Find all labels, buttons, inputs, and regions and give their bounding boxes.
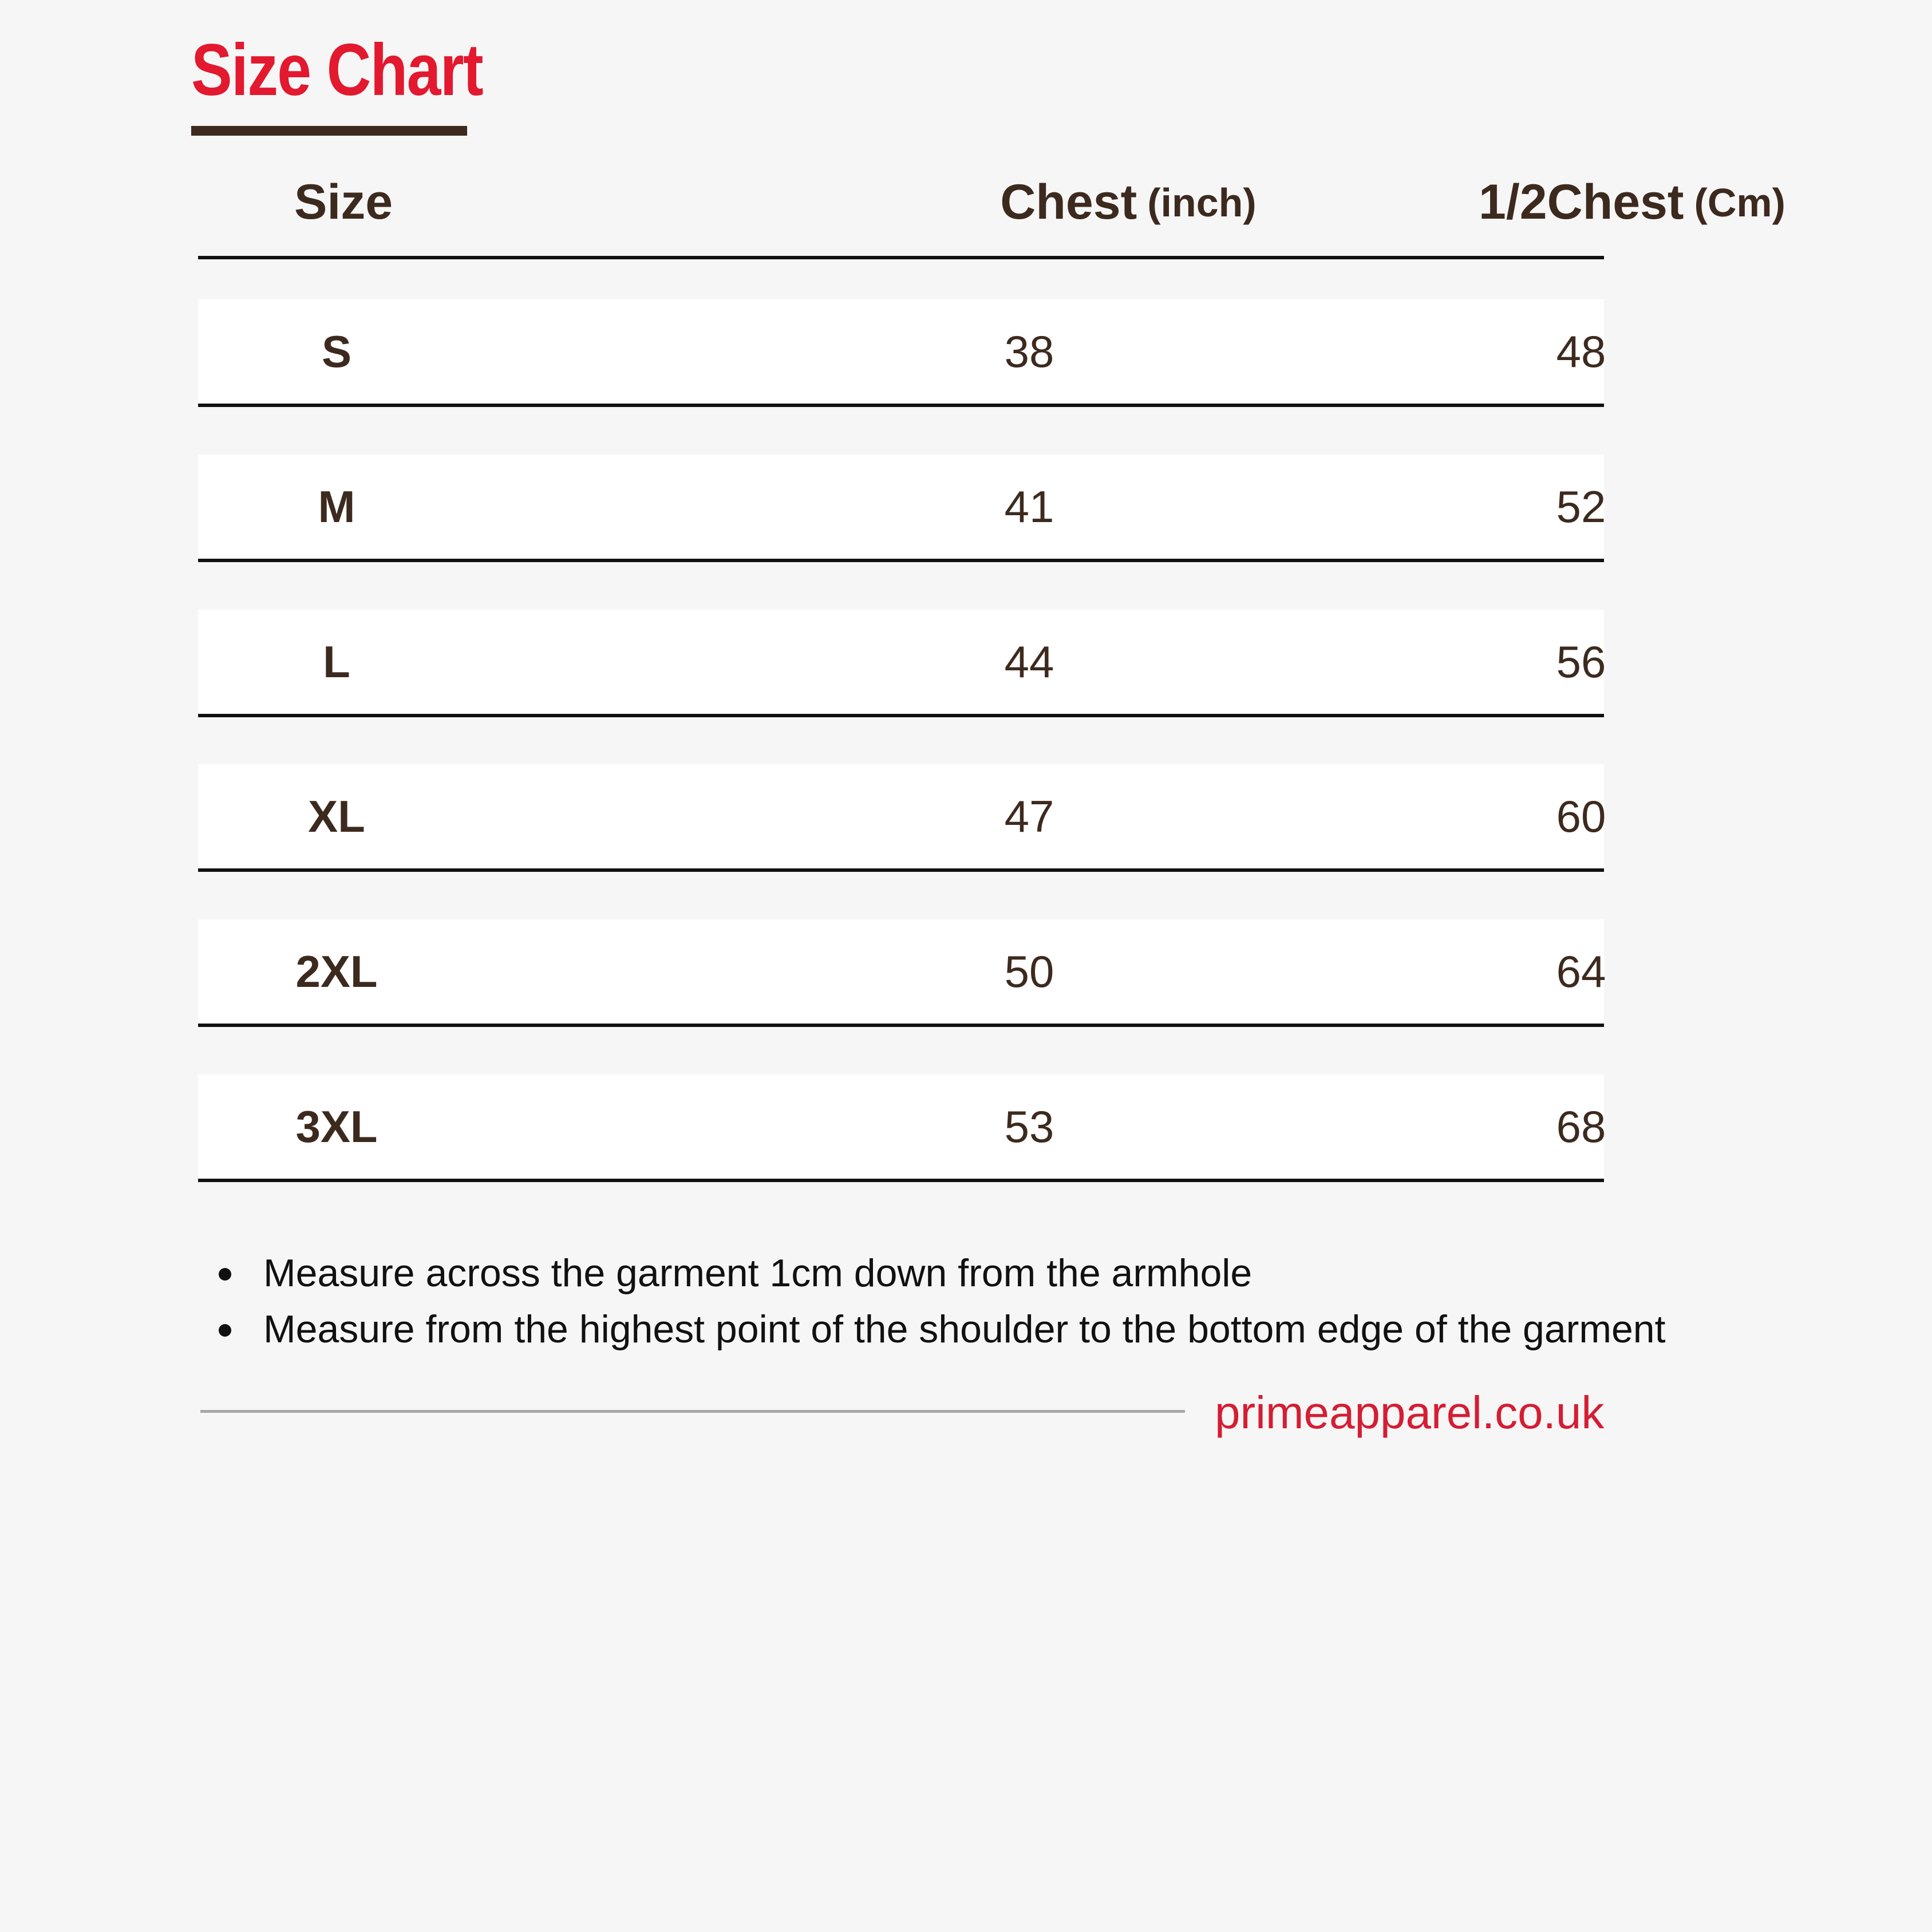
- chest-cell: 53: [1004, 1101, 1054, 1152]
- chest-cell: 50: [1004, 946, 1054, 997]
- header-chest-unit: (inch): [1147, 180, 1257, 225]
- table-row: [198, 610, 1604, 717]
- note-item: [212, 1301, 1666, 1357]
- table-row: [198, 919, 1604, 1027]
- bullet-icon: [219, 1324, 231, 1337]
- header-chest-label: Chest: [1000, 175, 1137, 230]
- half-chest-cell: 48: [1556, 326, 1606, 377]
- size-cell: L: [323, 636, 350, 687]
- header-half-chest-label: 1/2Chest: [1479, 175, 1684, 230]
- half-chest-cell: 56: [1556, 636, 1606, 687]
- half-chest-cell: 64: [1556, 946, 1606, 997]
- note-text: Measure from the highest point of the shoulder to the bottom edge of the garment: [263, 1307, 1666, 1351]
- website-link[interactable]: primeapparel.co.uk: [1215, 1387, 1605, 1438]
- table-row: [198, 1074, 1604, 1182]
- chest-cell: 44: [1004, 636, 1054, 687]
- header-size-label: Size: [294, 175, 393, 230]
- table-row: [198, 299, 1604, 407]
- chest-cell: 41: [1004, 481, 1054, 532]
- title-underline: [191, 126, 467, 136]
- table-header: [198, 149, 1785, 259]
- header-size: [198, 149, 489, 256]
- table-row: [198, 455, 1604, 562]
- header-half-chest: [1332, 149, 1932, 256]
- page-title: Size Chart: [191, 29, 483, 111]
- table-row: [198, 764, 1604, 872]
- bullet-icon: [219, 1268, 231, 1281]
- note-item: [212, 1245, 1666, 1301]
- half-chest-cell: 68: [1556, 1101, 1606, 1152]
- size-cell: 2XL: [295, 946, 378, 997]
- measurement-notes: [212, 1245, 1666, 1357]
- note-text: Measure across the garment 1cm down from the armhole: [263, 1251, 1253, 1295]
- footer-divider: [200, 1410, 1185, 1413]
- half-chest-cell: 60: [1556, 791, 1606, 841]
- chest-cell: 38: [1004, 326, 1054, 377]
- size-cell: 3XL: [295, 1101, 378, 1152]
- size-chart-table: [198, 149, 1785, 1152]
- header-half-chest-unit: (Cm): [1694, 180, 1785, 225]
- half-chest-cell: 52: [1556, 481, 1606, 532]
- size-cell: XL: [308, 791, 365, 841]
- size-cell: M: [318, 481, 355, 532]
- size-cell: S: [321, 326, 352, 377]
- chest-cell: 47: [1004, 791, 1054, 841]
